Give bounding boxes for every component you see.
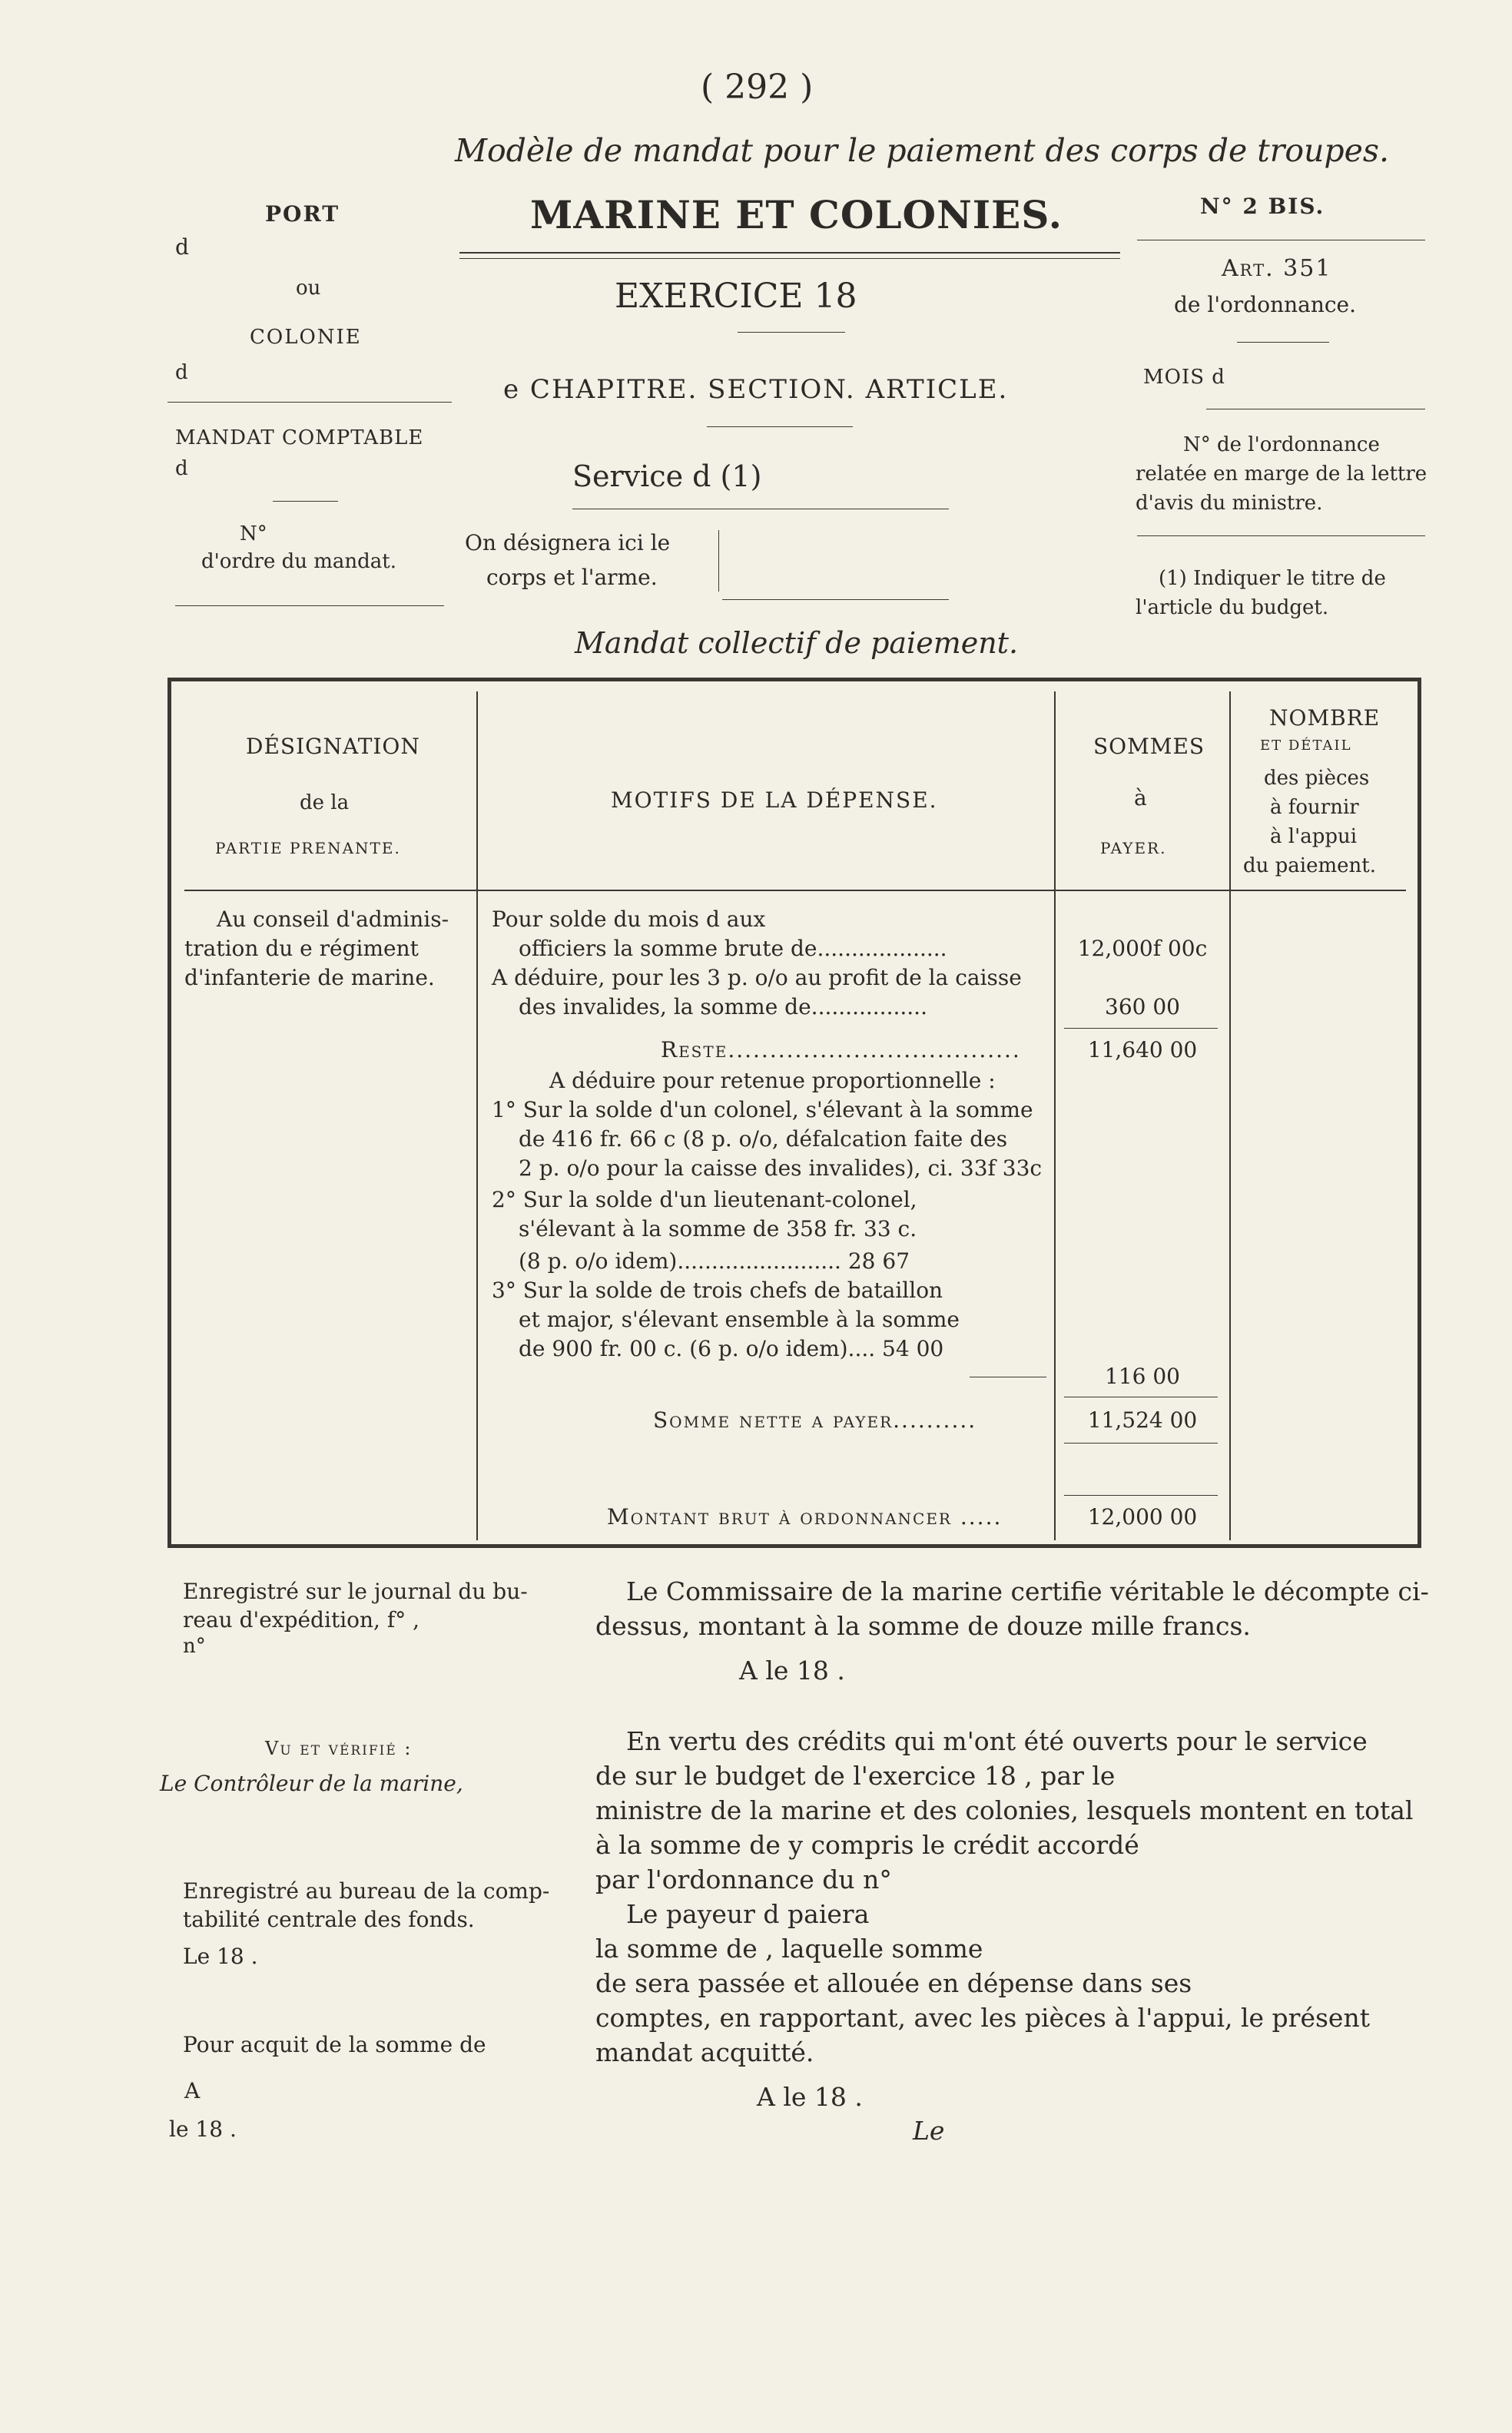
vu-verifie: Vu et vérifié :: [265, 1738, 413, 1759]
avis: d'avis du ministre.: [1136, 492, 1323, 515]
port-label: PORT: [265, 201, 340, 227]
certifie-2: dessus, montant à la somme de douze mille francs.: [595, 1611, 1251, 1641]
ministry-title: MARINE ET COLONIES.: [530, 192, 1063, 237]
amount-rule: [1064, 1495, 1218, 1496]
date-2: A le 18 .: [757, 2082, 863, 2112]
vertu-line: En vertu des crédits qui m'ont été ouverts pour le service: [626, 1726, 1368, 1756]
motif-line: officiers la somme brute de...................: [519, 936, 947, 961]
motif-line: 2° Sur la solde d'un lieutenant-colonel,: [492, 1187, 917, 1212]
partie-line-3: d'infanterie de marine.: [184, 965, 435, 990]
designera-rule: [722, 599, 949, 600]
page-title: Modèle de mandat pour le paiement des corps de troupes.: [455, 132, 1389, 169]
acquit: Pour acquit de la somme de: [183, 2032, 486, 2057]
motif-line: Montant brut à ordonnancer .....: [607, 1504, 1003, 1530]
colonie-label: COLONIE: [250, 326, 362, 349]
amount-cell: 11,640 00: [1087, 1037, 1198, 1062]
divider: [167, 402, 452, 403]
col1-h3: PARTIE PRENANTE.: [215, 839, 401, 857]
motif-line: A déduire pour retenue proportionnelle :: [549, 1068, 996, 1093]
col4-h1: NOMBRE: [1269, 705, 1381, 731]
amount-rule: [1064, 1028, 1218, 1029]
vertu-line: de sera passée et allouée en dépense dans ses: [595, 1968, 1192, 1998]
motif-line: Pour solde du mois d aux: [492, 907, 766, 932]
col1-h1: DÉSIGNATION: [246, 734, 420, 759]
enregistre-3: n°: [183, 1635, 206, 1658]
service-label: Service d (1): [572, 459, 762, 493]
col4-h3: des pièces: [1264, 767, 1370, 790]
le-18: Le 18 .: [183, 1944, 258, 1969]
number-label: N° 2 BIS.: [1200, 194, 1325, 219]
amount-cell: 12,000f 00c: [1077, 936, 1208, 961]
motif-line: s'élevant à la somme de 358 fr. 33 c.: [519, 1216, 917, 1241]
ordre-mandat: d'ordre du mandat.: [201, 550, 397, 573]
certifie-1: Le Commissaire de la marine certifie véritable le décompte ci-: [626, 1576, 1429, 1606]
art-sub: de l'ordonnance.: [1174, 292, 1357, 317]
col4-h5: à l'appui: [1270, 825, 1358, 848]
colonie-d: d: [175, 361, 188, 384]
vertu-line: mandat acquitté.: [595, 2037, 814, 2067]
page-number: ( 292 ): [701, 68, 814, 107]
vertu-line: de sur le budget de l'exercice 18 , par le: [595, 1761, 1116, 1791]
motif-line: (8 p. o/o idem)........................ 28 67: [519, 1248, 910, 1274]
ornament-rule-2: [707, 426, 853, 427]
motif-line: des invalides, la somme de.................: [519, 994, 927, 1019]
designera-2: corps et l'arme.: [486, 565, 658, 590]
motif-line: Reste...................................: [661, 1037, 1021, 1062]
a-left: A: [184, 2078, 201, 2103]
motif-line: 1° Sur la solde d'un colonel, s'élevant à la somme: [492, 1097, 1033, 1122]
vertu-line: à la somme de y compris le crédit accordé: [595, 1830, 1139, 1860]
date-1: A le 18 .: [739, 1656, 845, 1686]
ornament-rule: [738, 332, 845, 333]
ordre-rule: [175, 605, 444, 606]
col3-h1: SOMMES: [1093, 734, 1205, 759]
mois-label: MOIS d: [1143, 366, 1225, 389]
port-d: d: [175, 234, 189, 260]
mandat-rule: [273, 501, 338, 502]
col3-h2: à: [1134, 785, 1147, 810]
motif-line: de 900 fr. 00 c. (6 p. o/o idem).... 54 00: [519, 1336, 944, 1361]
designera-1: On désignera ici le: [465, 530, 671, 555]
double-rule-thin: [459, 258, 1120, 259]
mandat-comptable: MANDAT COMPTABLE: [175, 426, 424, 449]
col2-h: MOTIFS DE LA DÉPENSE.: [611, 787, 938, 813]
vertu-line: comptes, en rapportant, avec les pièces à l'appui, le présent: [595, 2003, 1370, 2033]
motif-line: et major, s'élevant ensemble à la somme: [519, 1307, 960, 1332]
table-left-border: [167, 678, 171, 1548]
motif-line: 3° Sur la solde de trois chefs de bataillon: [492, 1278, 943, 1303]
table-bottom-border: [167, 1544, 1421, 1548]
table-top-border: [167, 678, 1421, 681]
ou-label: ou: [296, 277, 321, 300]
relatee: relatée en marge de la lettre: [1136, 462, 1427, 486]
header-row-rule: [184, 890, 1406, 891]
amount-cell: 116 00: [1105, 1364, 1180, 1389]
art-rule: [1237, 342, 1329, 343]
art-label: Art. 351: [1222, 255, 1332, 282]
le-sign: Le: [913, 2116, 945, 2146]
le-left: le 18 .: [169, 2116, 237, 2142]
no-ordre: N°: [240, 522, 267, 545]
col1-h2: de la: [300, 791, 350, 814]
enregistre-2: reau d'expédition, f° ,: [183, 1607, 419, 1632]
partie-line-2: tration du e régiment: [184, 936, 419, 961]
enregistre-1: Enregistré sur le journal du bu-: [183, 1579, 528, 1604]
amount-cell: 11,524 00: [1087, 1407, 1198, 1433]
avis-rule: [1137, 535, 1425, 536]
vertu-line: Le payeur d paiera: [626, 1899, 870, 1929]
chapitre-line: e CHAPITRE. SECTION. ARTICLE.: [503, 374, 1009, 405]
amount-cell: 12,000 00: [1087, 1504, 1198, 1530]
motif-line: de 416 fr. 66 c (8 p. o/o, défalcation faite des: [519, 1126, 1008, 1152]
indiquer-1: (1) Indiquer le titre de: [1159, 567, 1386, 590]
collectif-label: Mandat collectif de paiement.: [575, 626, 1019, 660]
enreg-bureau-1: Enregistré au bureau de la comp-: [183, 1878, 550, 1904]
exercice-label: EXERCICE 18: [615, 277, 857, 316]
col3-h3: PAYER.: [1100, 839, 1167, 857]
mandat-d: d: [175, 457, 188, 480]
amount-cell: 360 00: [1105, 994, 1180, 1019]
col4-h4: à fournir: [1270, 796, 1359, 819]
table-right-border: [1418, 678, 1421, 1548]
controleur: Le Contrôleur de la marine,: [160, 1771, 463, 1796]
col4-h6: du paiement.: [1243, 854, 1376, 877]
col4-h2: ET DÉTAIL: [1260, 738, 1352, 754]
enreg-bureau-2: tabilité centrale des fonds.: [183, 1907, 475, 1932]
amount-rule: [1064, 1443, 1218, 1444]
motif-line: A déduire, pour les 3 p. o/o au profit de la caisse: [492, 965, 1022, 990]
vertu-line: la somme de , laquelle somme: [595, 1934, 983, 1964]
indiquer-2: l'article du budget.: [1136, 596, 1329, 619]
double-rule: [459, 252, 1120, 254]
vertu-line: par l'ordonnance du n°: [595, 1865, 892, 1894]
partie-line-1: Au conseil d'adminis-: [217, 907, 449, 932]
vertu-line: ministre de la marine et des colonies, lesquels montent en total: [595, 1795, 1414, 1825]
brace: [718, 530, 719, 592]
motif-line: Somme nette a payer..........: [653, 1407, 977, 1433]
no-ordonnance: N° de l'ordonnance: [1183, 433, 1380, 456]
motif-line: 2 p. o/o pour la caisse des invalides), ci. 33f 33c: [519, 1155, 1043, 1181]
col-divider-1: [476, 691, 478, 1540]
